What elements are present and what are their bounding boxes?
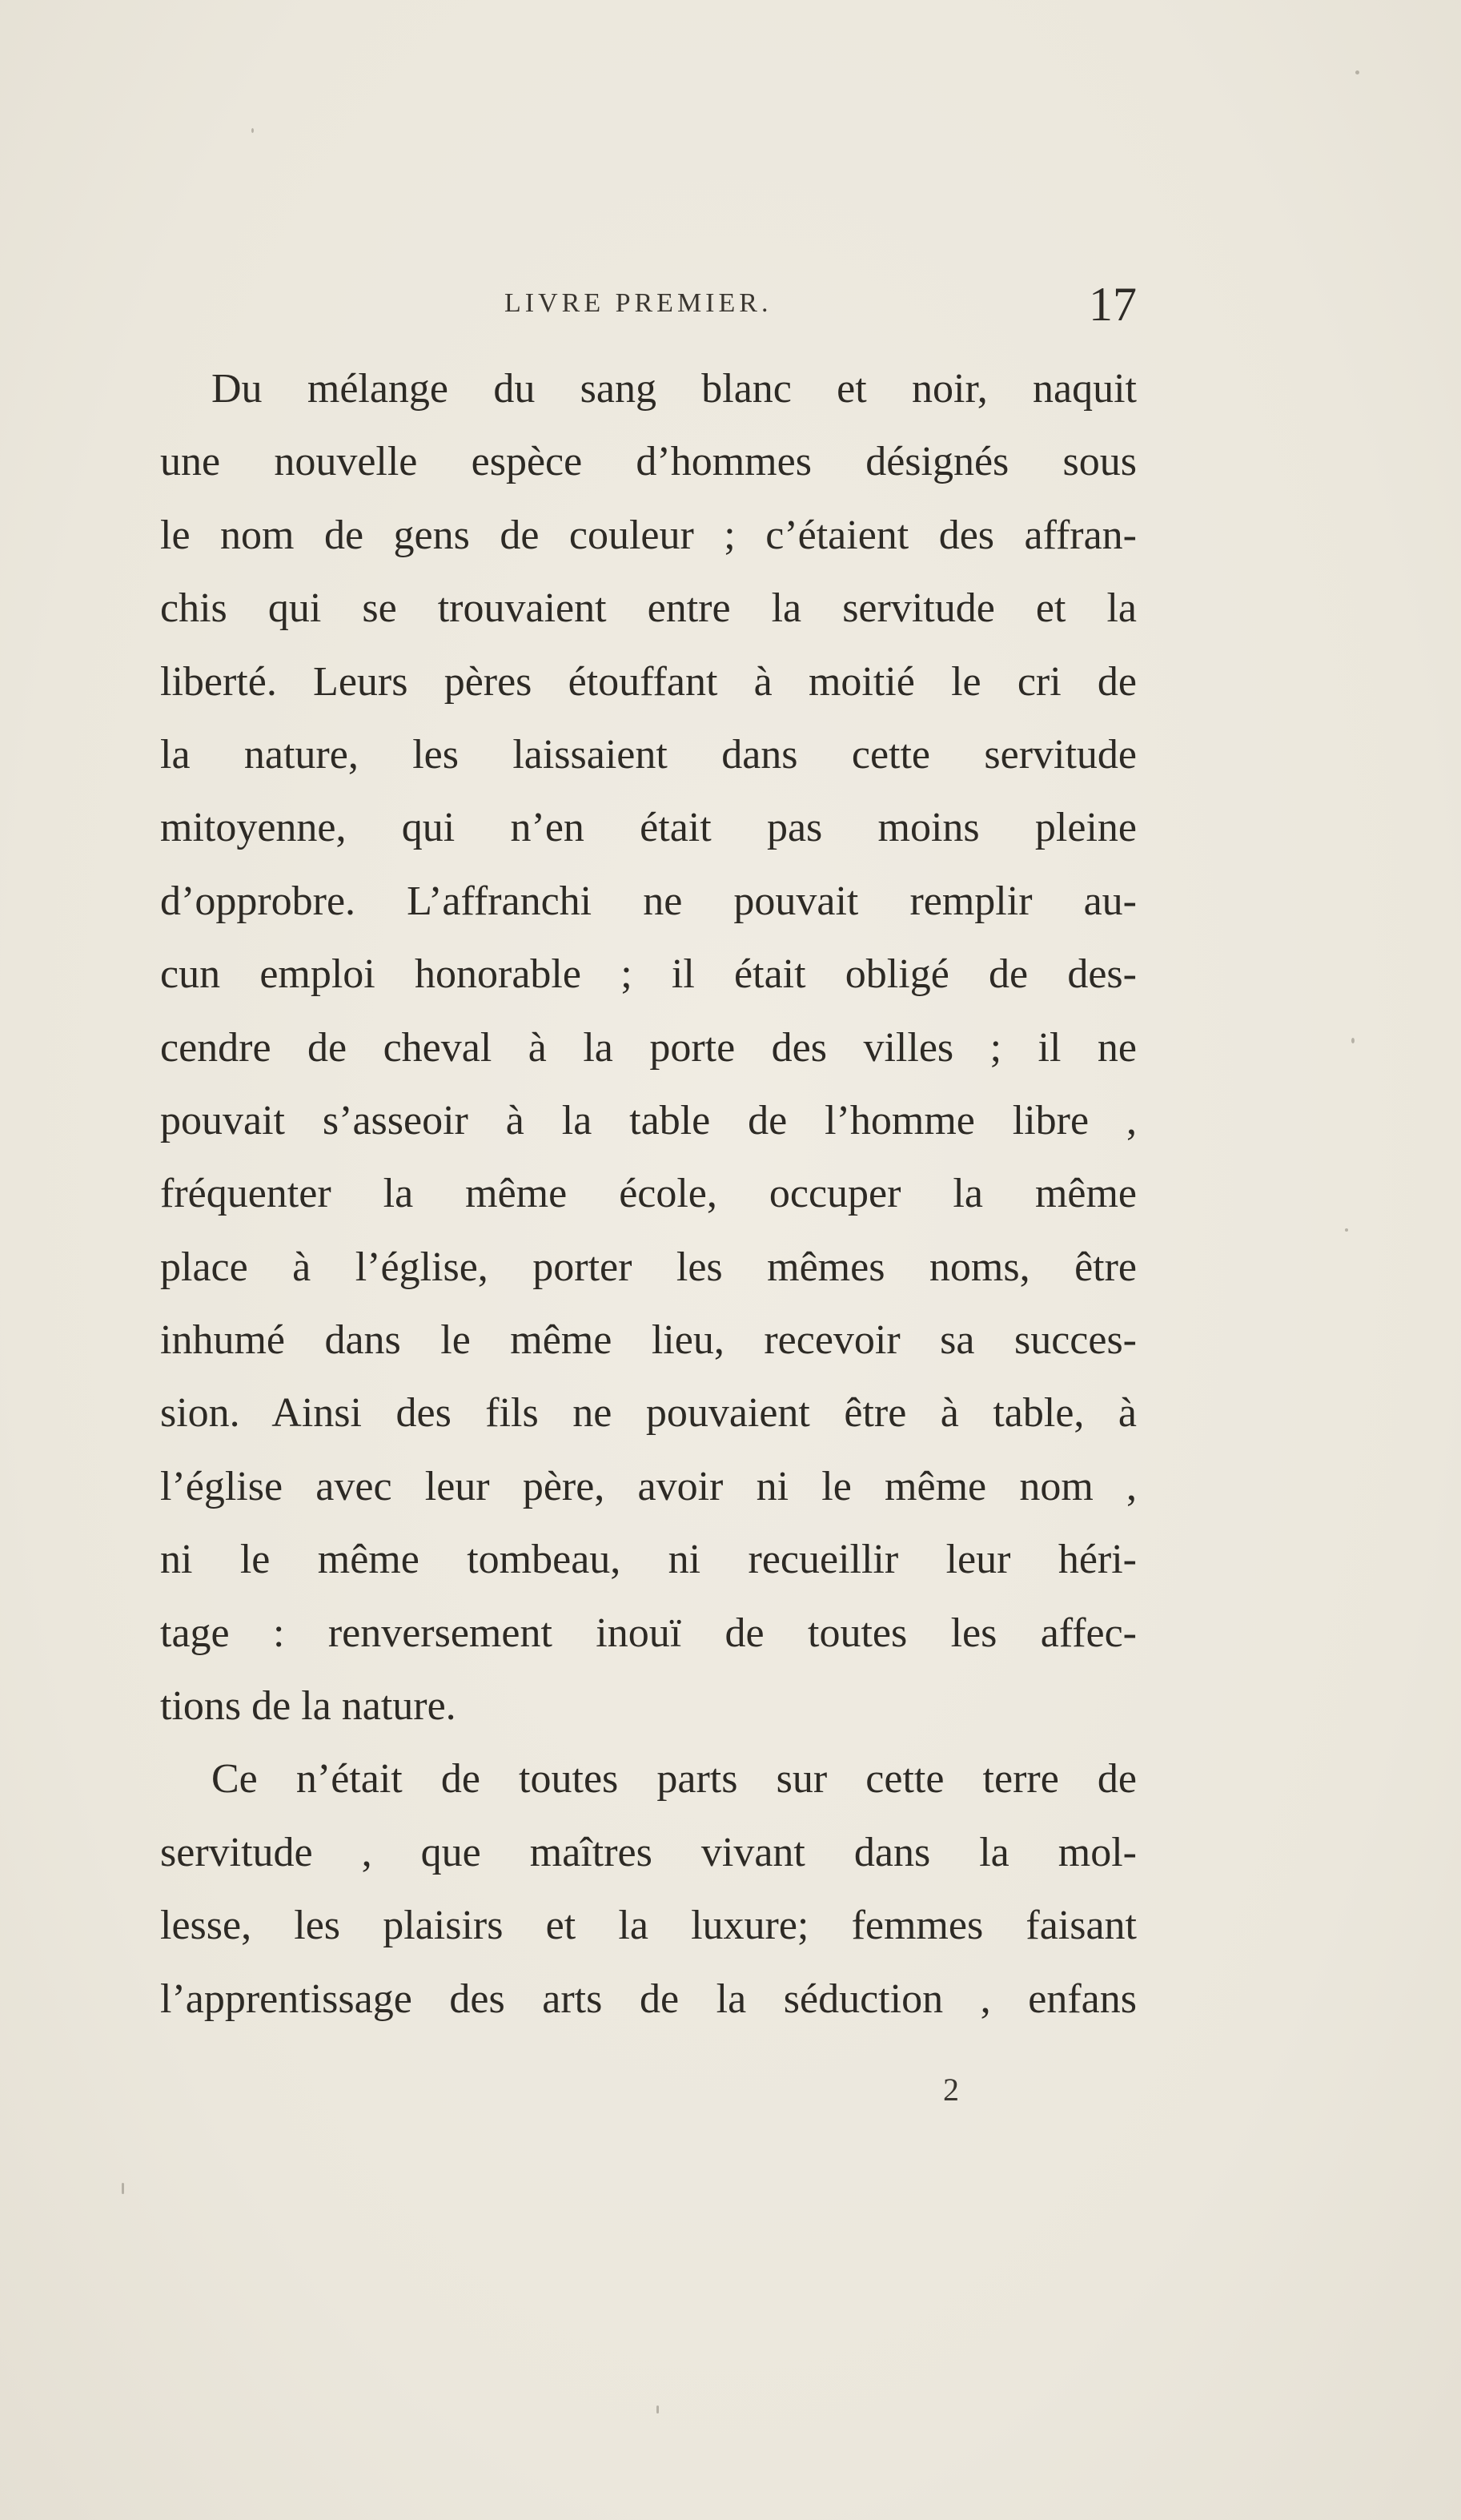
text-line: cendre de cheval à la porte des villes ; il ne — [160, 1024, 1137, 1071]
running-head — [160, 278, 1137, 331]
text-line: tions de la nature. — [160, 1683, 456, 1730]
text-line: servitude , que maîtres vivant dans la mol- — [160, 1829, 1137, 1875]
text-line: Ce n’était de toutes parts sur cette terre de — [211, 1756, 1137, 1803]
text-line: l’apprentissage des arts de la séduction , enfans — [160, 1975, 1137, 2022]
running-title: LIVRE PREMIER. — [504, 288, 773, 318]
text-line: tage : renversement inouï de toutes les affec- — [160, 1610, 1137, 1656]
text-line: inhumé dans le même lieu, recevoir sa succes- — [160, 1317, 1137, 1364]
text-line: sion. Ainsi des fils ne pouvaient être à table, à — [160, 1390, 1137, 1437]
text-line: une nouvelle espèce d’hommes désignés sous — [160, 439, 1137, 485]
paragraph-2 — [160, 1742, 1137, 2036]
text-line: chis qui se trouvaient entre la servitude et la — [160, 585, 1137, 632]
text-line: pouvait s’asseoir à la table de l’homme libre , — [160, 1097, 1137, 1143]
text-line: lesse, les plaisirs et la luxure; femmes faisant — [160, 1903, 1137, 1949]
text-line: d’opprobre. L’affranchi ne pouvait remplir au- — [160, 878, 1137, 924]
text-line: liberté. Leurs pères étouffant à moitié le cri de — [160, 658, 1137, 705]
text-line: fréquenter la même école, occuper la même — [160, 1171, 1137, 1217]
text-line: cun emploi honorable ; il était obligé de des- — [160, 951, 1137, 998]
text-line: le nom de gens de couleur ; c’étaient des affran- — [160, 512, 1137, 558]
text-line: l’église avec leur père, avoir ni le même nom , — [160, 1463, 1137, 1509]
page-number: 17 — [1089, 278, 1137, 331]
paper-speck — [1351, 1038, 1355, 1043]
text-line: Du mélange du sang blanc et noir, naquit — [211, 366, 1137, 412]
text-line: la nature, les laissaient dans cette servitude — [160, 731, 1137, 778]
paper-speck — [1355, 70, 1359, 74]
body-text — [160, 352, 1137, 2036]
paper-speck — [251, 128, 254, 133]
text-line: place à l’église, porter les mêmes noms, être — [160, 1244, 1137, 1290]
paper-speck — [122, 2183, 124, 2194]
text-line: mitoyenne, qui n’en était pas moins pleine — [160, 805, 1137, 851]
paper-speck — [656, 2405, 659, 2413]
paper-speck — [1345, 1228, 1348, 1232]
signature-mark: 2 — [943, 2072, 959, 2108]
paragraph-1 — [160, 352, 1137, 1742]
text-line: ni le même tombeau, ni recueillir leur héri- — [160, 1537, 1137, 1583]
